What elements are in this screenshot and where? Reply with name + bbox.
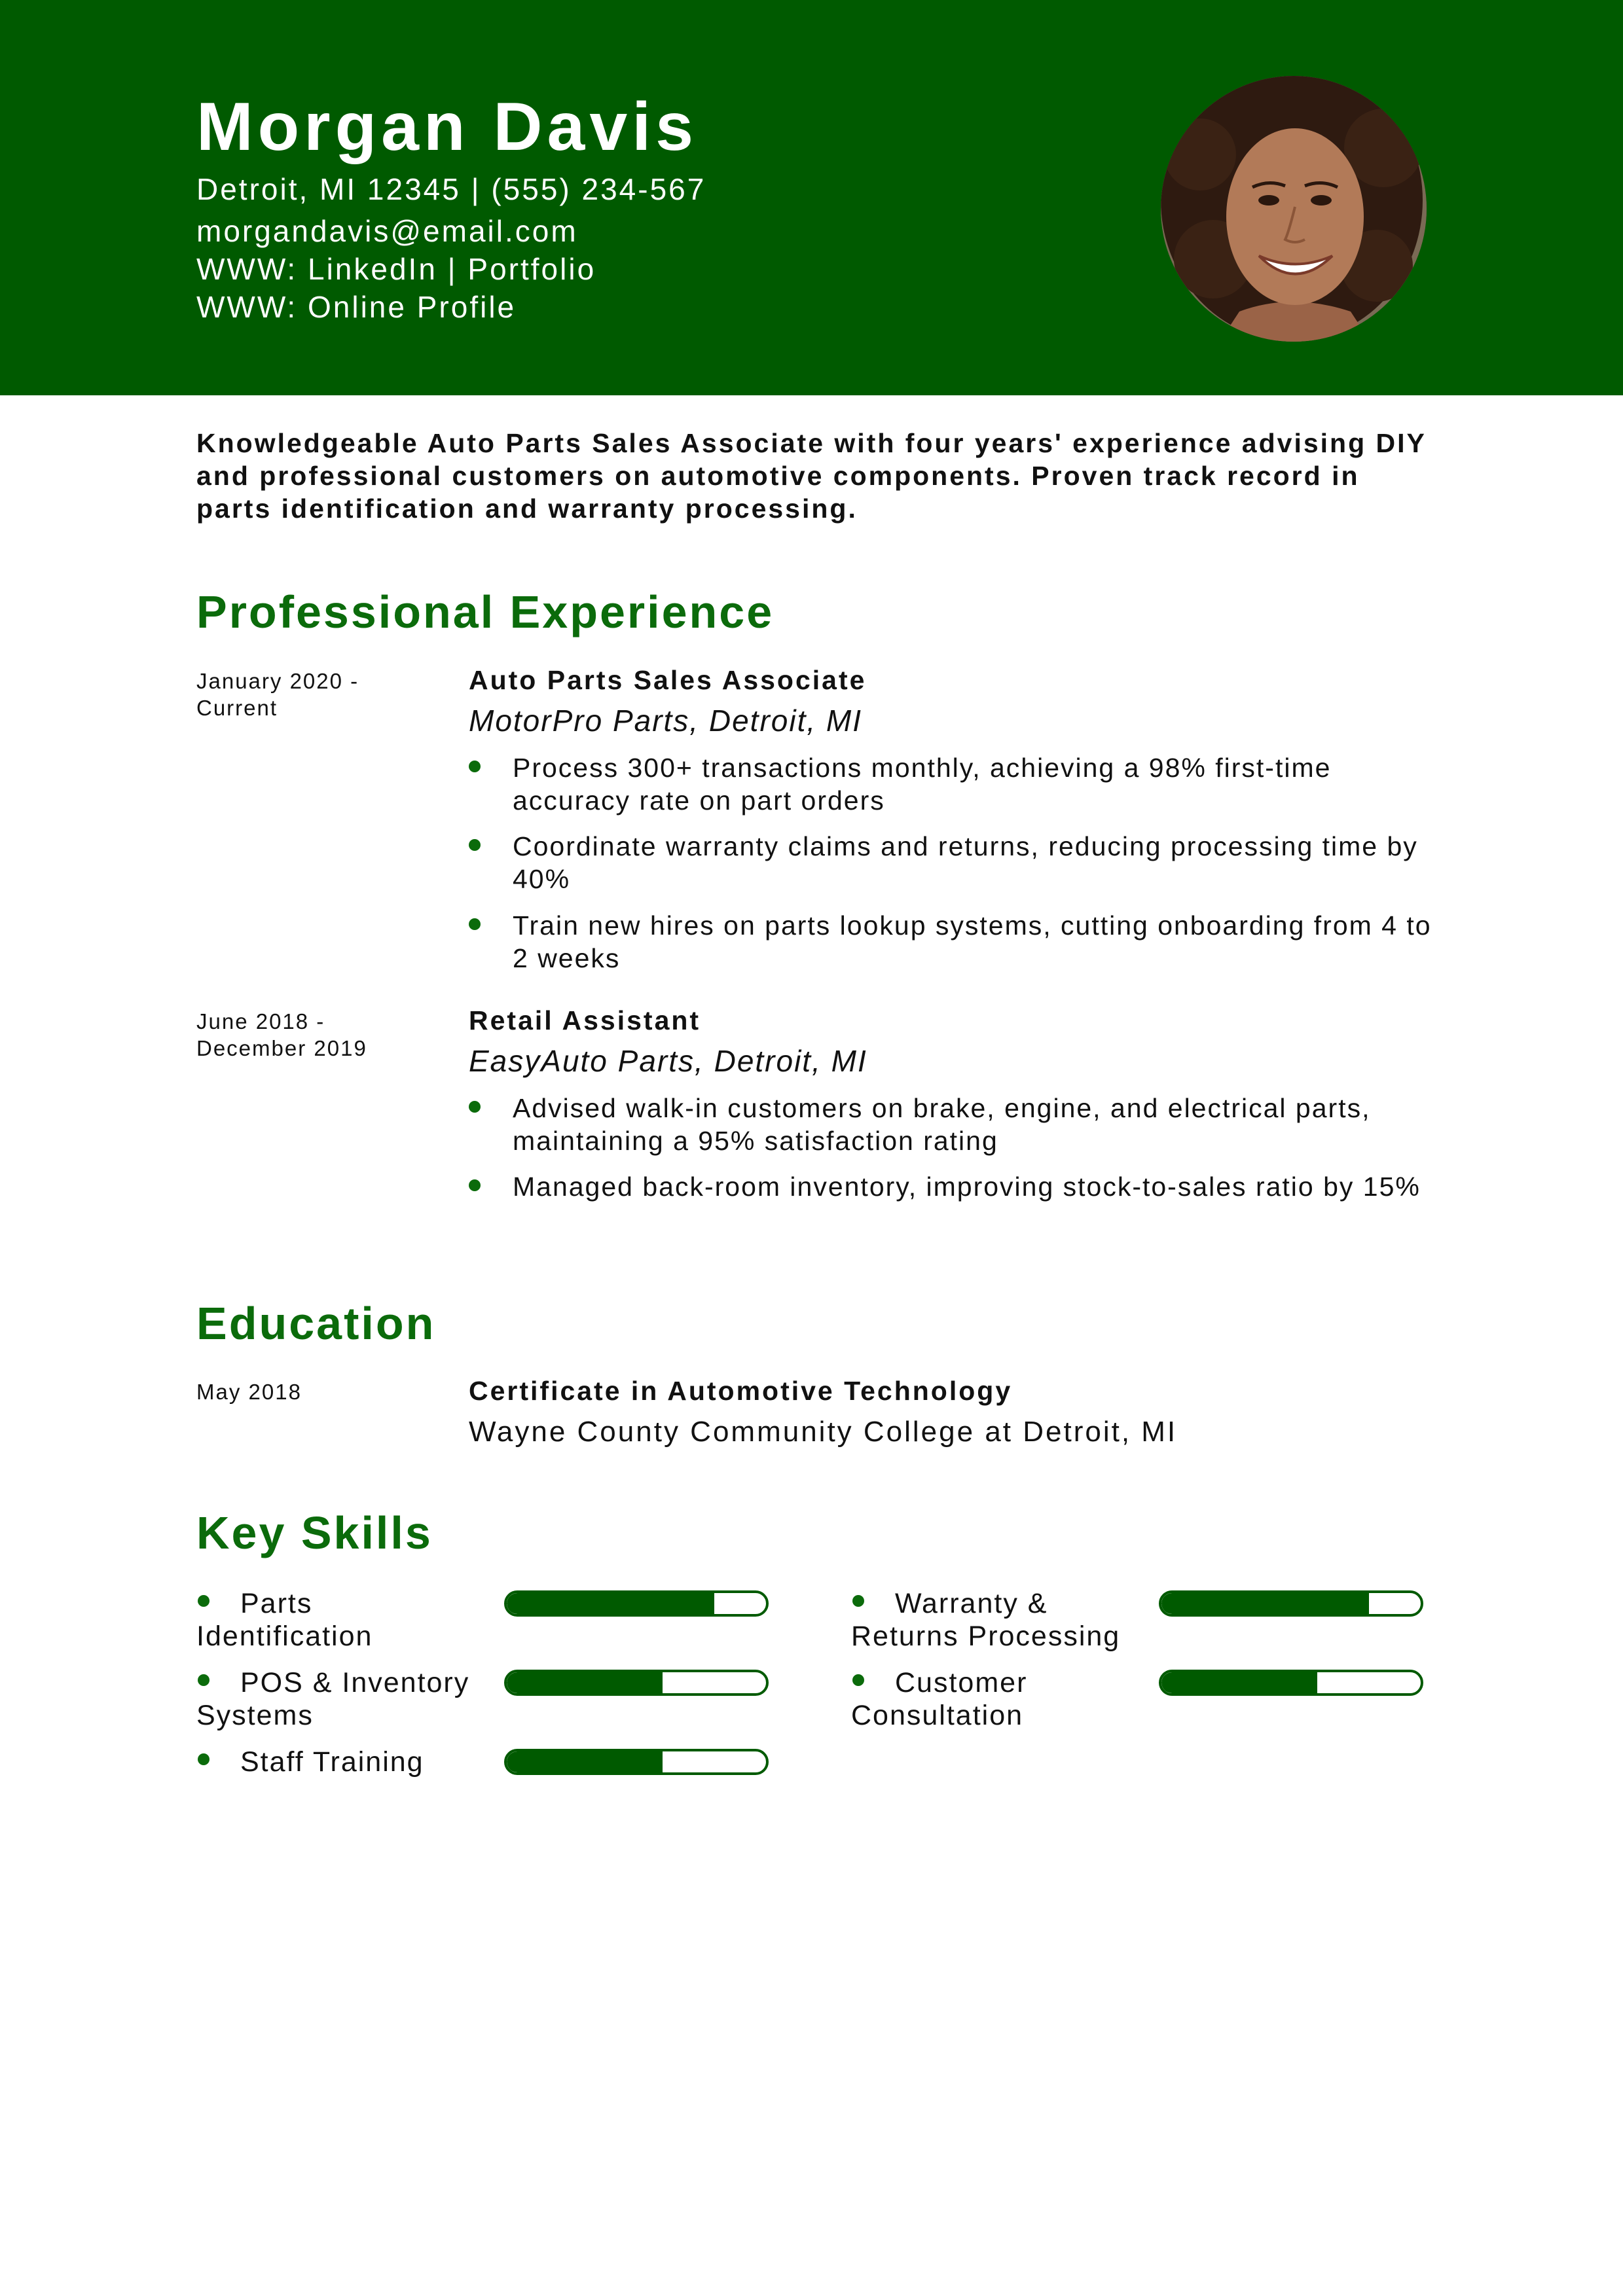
- job-1-company: MotorPro Parts, Detroit, MI: [469, 704, 863, 738]
- skill-label: [196, 1666, 484, 1732]
- skill-bar: [504, 1749, 769, 1775]
- bullet-text: Managed back-room inventory, improving stock-to-sales ratio by 15%: [513, 1172, 1421, 1202]
- skill-bar: [1159, 1590, 1423, 1617]
- bullet-text: Train new hires on parts lookup systems, cutting onboarding from 4 to 2 weeks: [513, 910, 1432, 973]
- skill-text: POS & Inventory Systems: [196, 1667, 470, 1731]
- education-degree: Certificate in Automotive Technology: [469, 1376, 1013, 1406]
- job-1-bullet-2: [469, 830, 1444, 895]
- bullet-dot: [469, 839, 481, 851]
- skill-bar-fill: [507, 1593, 714, 1614]
- bullet-dot: [469, 761, 481, 772]
- job-2-bullet-1: [469, 1092, 1444, 1157]
- bullet-dot: [852, 1674, 864, 1686]
- email: morgandavis@email.com: [196, 214, 578, 248]
- professional-summary: Knowledgeable Auto Parts Sales Associate with four years' experience advising DIY and professional customers on automotive components. Proven track record in parts identification and warranty processing.: [196, 428, 1427, 524]
- skill-bar: [504, 1670, 769, 1696]
- candidate-name: Morgan Davis: [196, 89, 698, 165]
- location-phone: Detroit, MI 12345 | (555) 234-567: [196, 172, 706, 206]
- bullet-text: Coordinate warranty claims and returns, reducing processing time by 40%: [513, 831, 1418, 894]
- skill-label: [196, 1587, 484, 1653]
- bullet-dot: [469, 918, 481, 930]
- skill-bar: [1159, 1670, 1423, 1696]
- skill-bar-fill: [1161, 1672, 1317, 1693]
- education-heading: Education: [196, 1298, 436, 1349]
- job-2-dates: June 2018 - December 2019: [196, 1009, 367, 1060]
- skill-bar: [504, 1590, 769, 1617]
- skill-text: Warranty & Returns Processing: [851, 1588, 1121, 1652]
- job-1-bullet-1: [469, 751, 1444, 817]
- job-1-title: Auto Parts Sales Associate: [469, 665, 867, 695]
- bullet-dot: [852, 1595, 864, 1607]
- bullet-dot: [198, 1674, 210, 1686]
- profile-links: WWW: LinkedIn | Portfolio: [196, 252, 596, 286]
- skills-heading: Key Skills: [196, 1507, 433, 1558]
- education-date: May 2018: [196, 1380, 302, 1404]
- bullet-dot: [198, 1595, 210, 1607]
- experience-heading: Professional Experience: [196, 586, 775, 637]
- bullet-text: Process 300+ transactions monthly, achieving a 98% first-time accuracy rate on part orders: [513, 753, 1332, 816]
- job-2-title: Retail Assistant: [469, 1005, 701, 1035]
- portrait-image: [1161, 76, 1427, 342]
- header-banner: [0, 0, 1623, 395]
- skill-label: [196, 1746, 484, 1778]
- job-2-company: EasyAuto Parts, Detroit, MI: [469, 1044, 867, 1078]
- job-1-bullet-3: [469, 909, 1444, 975]
- profile-photo: [1161, 76, 1427, 342]
- skill-label: [851, 1666, 1139, 1732]
- bullet-dot: [198, 1753, 210, 1765]
- education-school: Wayne County Community College at Detroit, MI: [469, 1416, 1178, 1448]
- job-2-bullet-2: [469, 1170, 1444, 1203]
- skill-text: Parts Identification: [196, 1588, 373, 1652]
- skill-bar-fill: [507, 1751, 663, 1772]
- bullet-dot: [469, 1101, 481, 1113]
- skill-bar-fill: [1161, 1593, 1369, 1614]
- skill-text: Customer Consultation: [851, 1667, 1028, 1731]
- bullet-dot: [469, 1179, 481, 1191]
- skill-label: [851, 1587, 1139, 1653]
- bullet-text: Advised walk-in customers on brake, engine, and electrical parts, maintaining a 95% satisfaction rating: [513, 1093, 1371, 1156]
- job-1-dates: January 2020 - Current: [196, 669, 359, 720]
- skill-bar-fill: [507, 1672, 663, 1693]
- online-profile: WWW: Online Profile: [196, 290, 517, 324]
- skill-text: Staff Training: [240, 1746, 424, 1778]
